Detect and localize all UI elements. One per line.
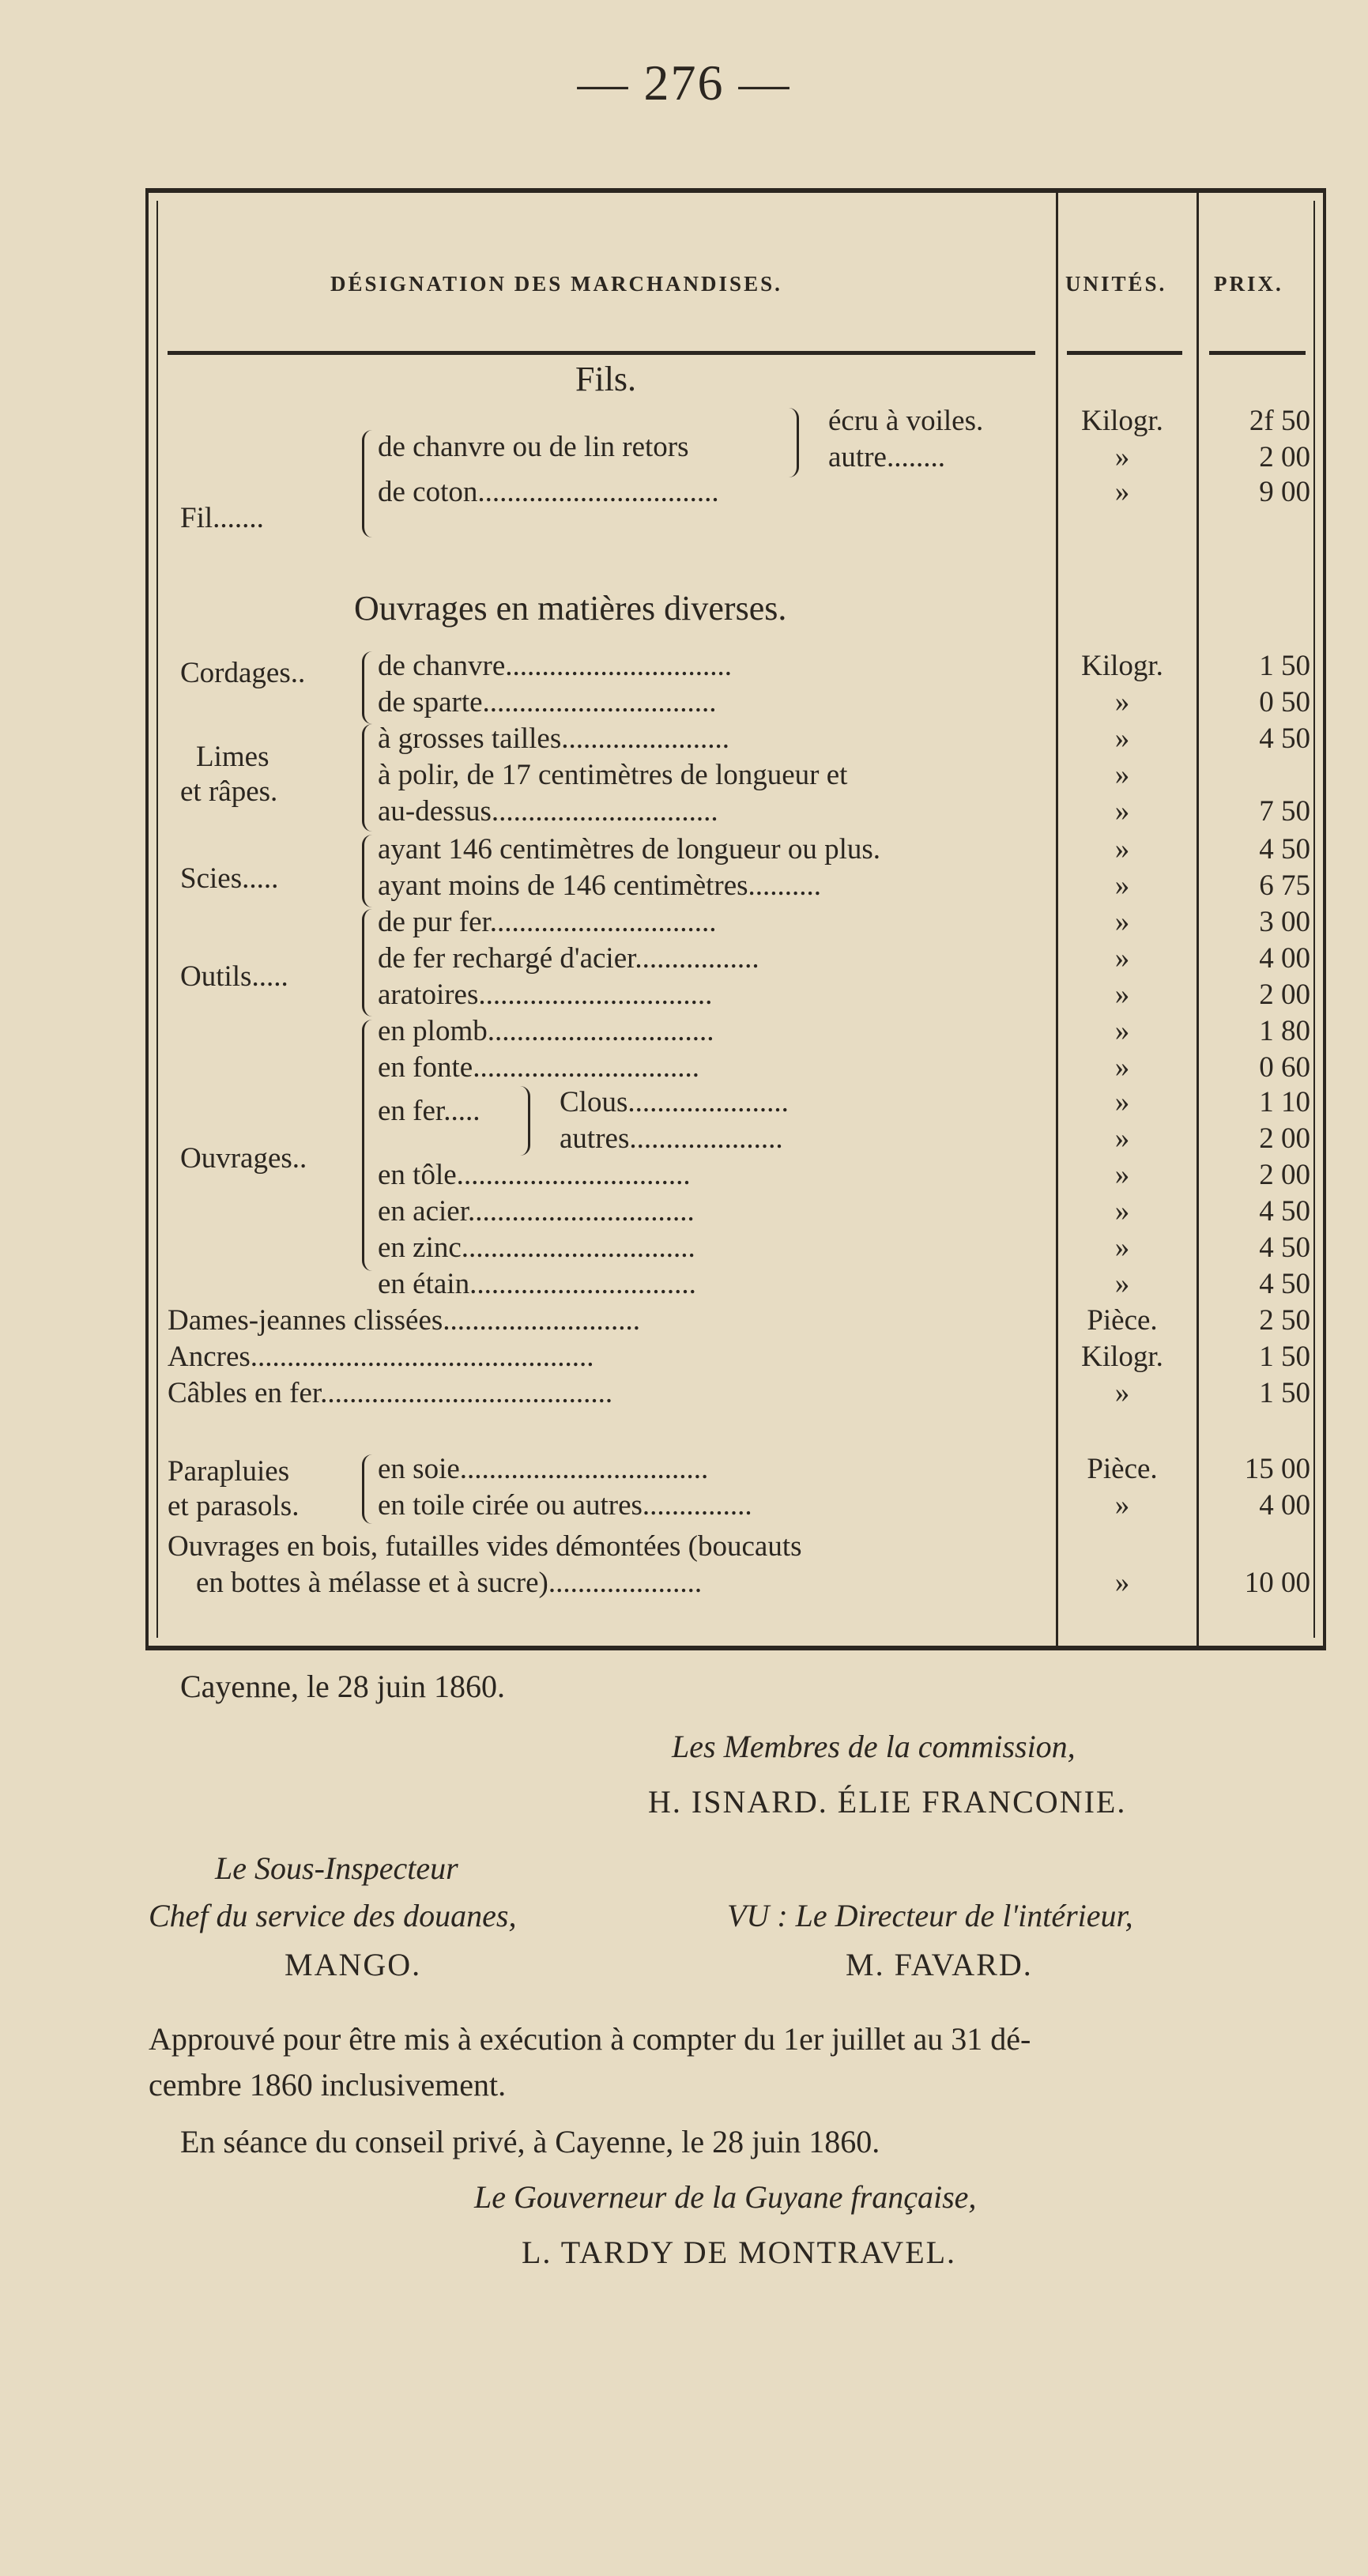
table-row-unit: Kilogr.	[1081, 1341, 1163, 1373]
table-row-label: en toile cirée ou autres...............	[378, 1489, 752, 1522]
table-row-unit: »	[1114, 1195, 1130, 1228]
brace-parapluies	[362, 1454, 372, 1524]
table-row-unit: »	[1114, 795, 1130, 828]
group-cordages: Cordages..	[180, 657, 306, 689]
table-row-label: écru à voiles.	[828, 405, 984, 437]
table-row-unit	[1059, 1529, 1185, 1565]
table-row-unit: »	[1114, 869, 1130, 902]
commission-names: H. ISNARD. ÉLIE FRANCONIE.	[648, 1784, 1127, 1820]
table-row-label: en zinc................................	[378, 1231, 695, 1264]
table-row-label: autre........	[828, 441, 945, 473]
table-row-price: 4 50	[1259, 1268, 1310, 1300]
date-line: Cayenne, le 28 juin 1860.	[180, 1669, 506, 1704]
table-row-price: 2 00	[1259, 1159, 1310, 1191]
table-row-price: 4 50	[1259, 1231, 1310, 1264]
table-row-price: 10 00	[1244, 1567, 1310, 1599]
table-row-label: en tôle................................	[378, 1159, 691, 1191]
table-row-unit: Pièce.	[1087, 1304, 1158, 1337]
section-ouvrages-title: Ouvrages en matières diverses.	[354, 589, 787, 628]
page-number: — 276 —	[577, 55, 791, 111]
table-row-label: de chanvre...............................	[378, 650, 733, 682]
signature-mango: MANGO.	[285, 1947, 422, 1982]
table-row-price: 2f 50	[1249, 405, 1310, 437]
table-row-price: 1 50	[1259, 1377, 1310, 1409]
directeur-title: VU : Le Directeur de l'intérieur,	[727, 1898, 1133, 1933]
header-rule-price	[1209, 351, 1306, 355]
table-row-unit: »	[1114, 906, 1130, 938]
table-row-label: de pur fer...............................	[378, 906, 717, 938]
table-row-price: 0 60	[1259, 1051, 1310, 1084]
tariff-table	[145, 188, 1326, 1650]
brace-chanvre-lin	[789, 408, 799, 477]
table-row-unit: »	[1114, 759, 1130, 791]
table-row-label: Dames-jeannes clissées...........................	[168, 1304, 641, 1337]
table-row-label: Câbles en fer........................................	[168, 1377, 613, 1409]
table-row-unit: »	[1114, 1051, 1130, 1084]
table-inner-right-rule	[1313, 201, 1315, 1638]
group-limes-2: et râpes.	[180, 775, 278, 808]
table-row-unit: »	[1114, 942, 1130, 975]
group-ouvrages: Ouvrages..	[180, 1142, 307, 1175]
commission-title: Les Membres de la commission,	[672, 1729, 1076, 1764]
table-row-price	[1200, 757, 1310, 794]
table-row-label: en acier...............................	[378, 1195, 695, 1228]
table-row-unit: »	[1114, 1567, 1130, 1599]
table-row-label: aratoires................................	[378, 979, 713, 1011]
table-inner-left-rule	[156, 201, 158, 1638]
group-parapluies-1: Parapluies	[168, 1455, 290, 1488]
table-row-unit: »	[1114, 1086, 1130, 1118]
table-row-label: autres.....................	[560, 1122, 783, 1155]
table-row-label: ayant 146 centimètres de longueur ou plus.	[378, 833, 881, 866]
signature-favard: M. FAVARD.	[846, 1947, 1033, 1982]
table-row-unit: »	[1114, 441, 1130, 473]
table-row-label: Ouvrages en bois, futailles vides démontées (boucauts	[168, 1530, 802, 1563]
table-row-label: en fonte...............................	[378, 1051, 699, 1084]
header-price: PRIX.	[1214, 272, 1283, 296]
table-row-price: 4 00	[1259, 942, 1310, 975]
brace-outils	[362, 909, 372, 1016]
table-row-price: 2 00	[1259, 979, 1310, 1011]
brace-cordages	[362, 651, 372, 724]
table-row-price: 1 80	[1259, 1015, 1310, 1047]
table-row-label: Ancres...............................................	[168, 1341, 594, 1373]
brace-limes	[362, 724, 372, 832]
seance-line: En séance du conseil privé, à Cayenne, le 28 juin 1860.	[180, 2124, 880, 2159]
section-fils-title: Fils.	[575, 360, 637, 398]
table-row-label: au-dessus...............................	[378, 795, 718, 828]
table-row-label: à grosses tailles.......................	[378, 722, 729, 755]
table-row-price	[1200, 1529, 1310, 1565]
table-row-price: 9 00	[1259, 476, 1310, 508]
table-row-label: en bottes à mélasse et à sucre).....................	[196, 1567, 703, 1599]
group-en-fer: en fer.....	[378, 1095, 480, 1127]
table-row-unit: »	[1114, 1377, 1130, 1409]
table-row-label: de fer rechargé d'acier.................	[378, 942, 759, 975]
table-row-unit: »	[1114, 1159, 1130, 1191]
table-row-price: 2 50	[1259, 1304, 1310, 1337]
price-column-rule	[1197, 193, 1199, 1646]
brace-en-fer	[520, 1086, 530, 1156]
table-row-label: Clous......................	[560, 1086, 789, 1118]
table-row-price: 2 00	[1259, 1122, 1310, 1155]
table-row-unit: »	[1114, 979, 1130, 1011]
table-row-price: 2 00	[1259, 441, 1310, 473]
table-row-price: 4 50	[1259, 722, 1310, 755]
header-designation: DÉSIGNATION DES MARCHANDISES.	[330, 272, 782, 296]
table-row-price: 6 75	[1259, 869, 1310, 902]
table-row-price: 4 00	[1259, 1489, 1310, 1522]
table-row-unit: »	[1114, 722, 1130, 755]
units-column-rule	[1056, 193, 1058, 1646]
chef-douanes-title: Chef du service des douanes,	[149, 1898, 517, 1933]
brace-ouvrages	[362, 1020, 372, 1271]
table-row-label: en étain...............................	[378, 1268, 696, 1300]
table-row-unit: Kilogr.	[1081, 650, 1163, 682]
header-rule-units	[1067, 351, 1182, 355]
table-row-unit: »	[1114, 1231, 1130, 1264]
group-fil: Fil.......	[180, 502, 264, 534]
group-parapluies-2: et parasols.	[168, 1490, 300, 1522]
table-row-unit: »	[1114, 1122, 1130, 1155]
table-row-unit: »	[1114, 1268, 1130, 1300]
brace-fil	[362, 430, 372, 537]
table-row-price: 4 50	[1259, 833, 1310, 866]
table-row-unit: »	[1114, 1015, 1130, 1047]
table-row-label: ayant moins de 146 centimètres..........	[378, 869, 822, 902]
group-chanvre-lin: de chanvre ou de lin retors	[378, 431, 689, 463]
table-row-label: à polir, de 17 centimètres de longueur et	[378, 759, 848, 791]
table-row-price: 15 00	[1244, 1453, 1310, 1485]
table-row-price: 1 10	[1259, 1086, 1310, 1118]
table-row-price: 1 50	[1259, 1341, 1310, 1373]
table-row-price: 7 50	[1259, 795, 1310, 828]
table-row-unit: Kilogr.	[1081, 405, 1163, 437]
group-scies: Scies.....	[180, 862, 279, 895]
table-row-label: en plomb...............................	[378, 1015, 714, 1047]
approval-line-1: Approuvé pour être mis à exécution à compter du 1er juillet au 31 dé-	[149, 2021, 1031, 2057]
brace-scies	[362, 835, 372, 907]
table-row-label: de sparte................................	[378, 686, 717, 718]
table-row-unit: »	[1114, 1489, 1130, 1522]
gouverneur-title: Le Gouverneur de la Guyane française,	[474, 2179, 977, 2215]
table-row-unit: »	[1114, 833, 1130, 866]
signature-tardy: L. TARDY DE MONTRAVEL.	[522, 2235, 957, 2270]
table-row-unit: Pièce.	[1087, 1453, 1158, 1485]
table-row-price: 3 00	[1259, 906, 1310, 938]
header-units: UNITÉS.	[1065, 272, 1167, 296]
table-row-price: 0 50	[1259, 686, 1310, 718]
table-row-label: en soie..................................	[378, 1453, 709, 1485]
sous-inspecteur-title: Le Sous-Inspecteur	[215, 1850, 458, 1886]
approval-line-2: cembre 1860 inclusivement.	[149, 2067, 507, 2103]
table-row-unit: »	[1114, 476, 1130, 508]
header-rule-designation	[168, 351, 1035, 355]
group-outils: Outils.....	[180, 960, 288, 993]
table-row-price: 4 50	[1259, 1195, 1310, 1228]
table-row-label: de coton.................................	[378, 476, 719, 508]
table-row-unit: »	[1114, 686, 1130, 718]
group-limes-1: Limes	[196, 741, 269, 773]
table-row-price: 1 50	[1259, 650, 1310, 682]
